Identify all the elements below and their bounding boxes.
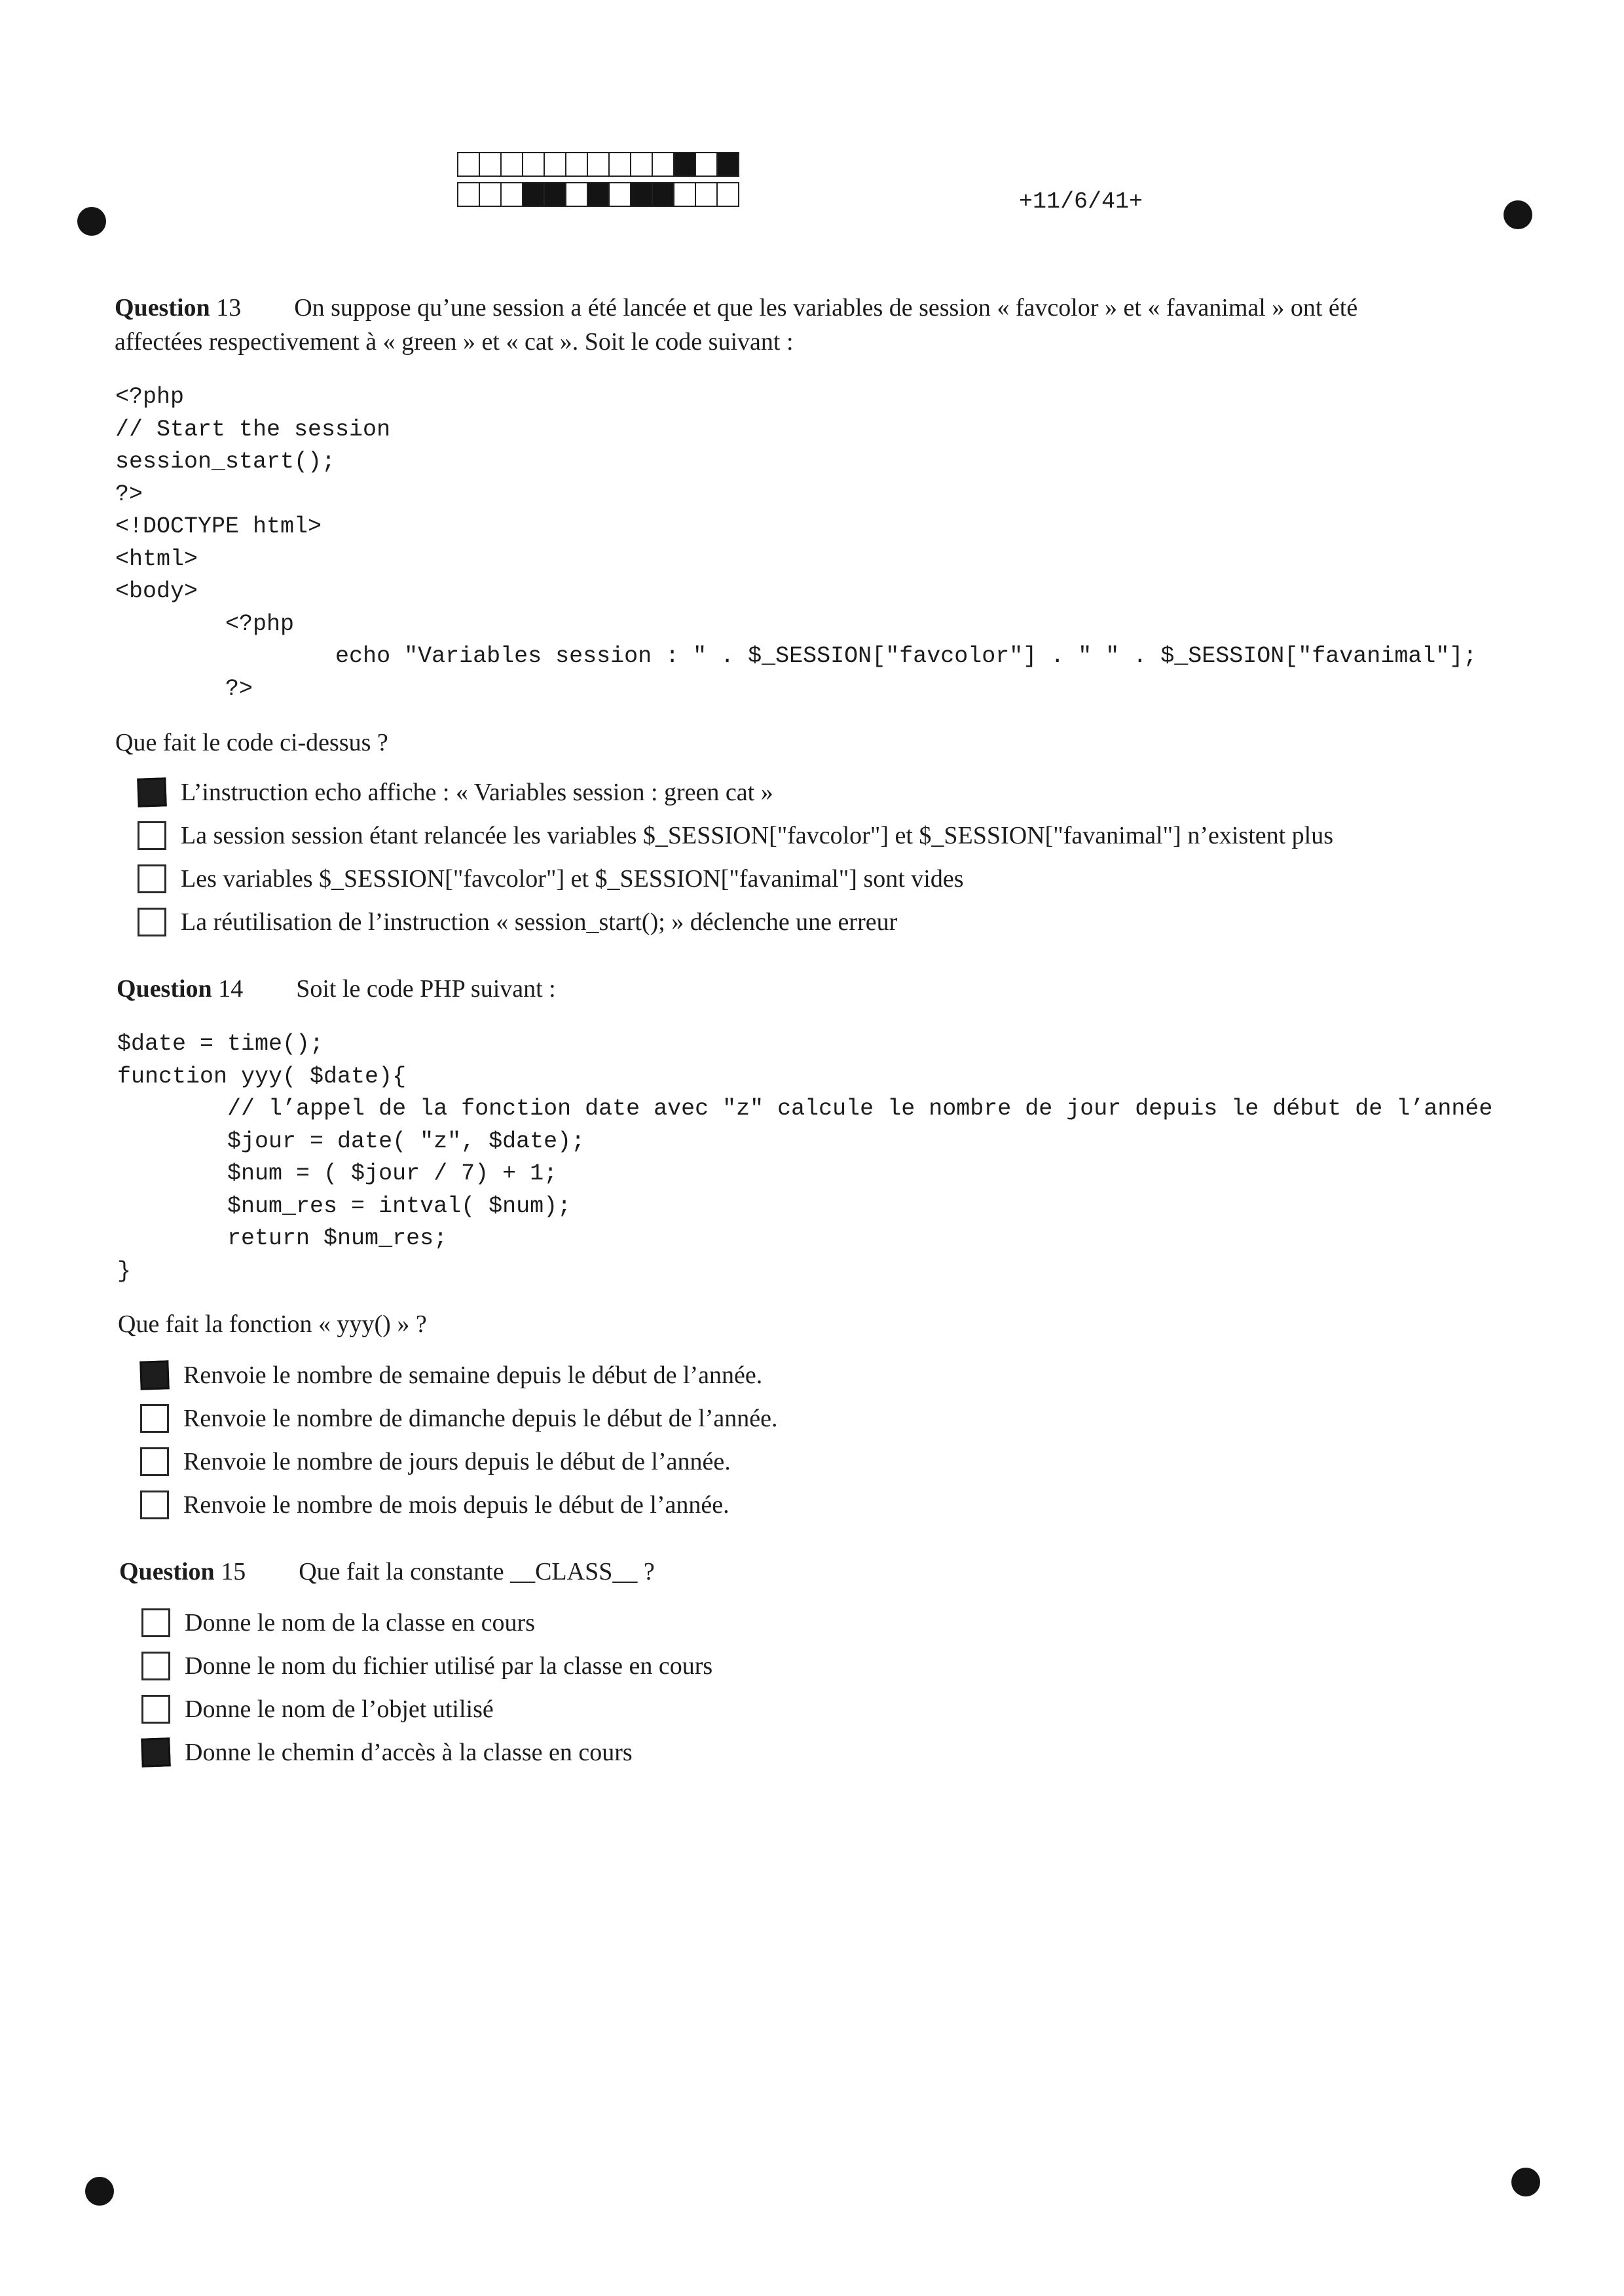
checkbox[interactable]	[138, 908, 166, 936]
question-13-option-1[interactable]	[138, 778, 773, 807]
option-label: Donne le nom de l’objet utilisé	[185, 1695, 494, 1723]
question-15-option-1[interactable]	[141, 1608, 535, 1637]
question-13-prompt: Que fait le code ci-dessus ?	[115, 729, 388, 756]
barcode-cell-filled	[544, 182, 566, 207]
option-label: Les variables $_SESSION["favcolor"] et $_SESSION["favanimal"] sont vides	[181, 865, 964, 893]
barcode-cell-filled	[652, 182, 674, 207]
page-barcode	[457, 152, 738, 212]
checkbox-checked[interactable]	[141, 1737, 171, 1768]
question-label: Question 15	[119, 1558, 246, 1585]
checkbox[interactable]	[140, 1491, 169, 1519]
barcode-row	[457, 152, 738, 177]
checkbox[interactable]	[141, 1608, 170, 1637]
barcode-cell	[608, 182, 631, 207]
barcode-row	[457, 182, 738, 207]
corner-marker-top-left	[77, 207, 106, 236]
barcode-cell	[716, 182, 739, 207]
question-label: Question 14	[117, 975, 244, 1003]
barcode-cell	[457, 182, 480, 207]
question-13-text-cont: affectées respectivement à « green » et « cat ». Soit le code suivant :	[115, 328, 794, 356]
barcode-cell	[565, 152, 588, 177]
corner-marker-bottom-left	[85, 2177, 114, 2206]
question-14-text: Soit le code PHP suivant :	[296, 975, 556, 1003]
barcode-cell-filled	[522, 182, 545, 207]
checkbox[interactable]	[141, 1695, 170, 1724]
barcode-cell	[652, 152, 674, 177]
checkbox[interactable]	[138, 821, 166, 850]
barcode-cell	[630, 152, 653, 177]
option-label: Renvoie le nombre de dimanche depuis le début de l’année.	[183, 1405, 778, 1432]
checkbox-checked[interactable]	[137, 777, 167, 807]
barcode-cell	[695, 182, 718, 207]
question-14-option-1[interactable]	[140, 1361, 762, 1390]
checkbox[interactable]	[140, 1404, 169, 1433]
barcode-cell	[457, 152, 480, 177]
option-label: Renvoie le nombre de semaine depuis le début de l’année.	[183, 1361, 763, 1389]
checkbox[interactable]	[141, 1652, 170, 1680]
question-15-option-3[interactable]	[141, 1695, 494, 1724]
question-14-option-4[interactable]	[140, 1491, 729, 1519]
option-label: Renvoie le nombre de jours depuis le début de l’année.	[183, 1448, 731, 1475]
option-label: L’instruction echo affiche : « Variables session : green cat »	[181, 779, 773, 806]
page-id: +11/6/41+	[1019, 189, 1143, 215]
option-label: Renvoie le nombre de mois depuis le début de l’année.	[183, 1491, 729, 1519]
question-label: Question 13	[115, 294, 242, 322]
barcode-cell	[673, 182, 696, 207]
barcode-cell	[479, 152, 502, 177]
question-14-option-3[interactable]	[140, 1447, 731, 1476]
question-13-option-3[interactable]	[138, 864, 964, 893]
barcode-cell	[608, 152, 631, 177]
question-14-prompt: Que fait la fonction « yyy() » ?	[118, 1310, 427, 1338]
barcode-cell	[479, 182, 502, 207]
question-15-option-4[interactable]	[141, 1738, 633, 1767]
barcode-cell-filled	[630, 182, 653, 207]
question-13-code: <?php // Start the session session_start(); ?> <!DOCTYPE html> <html> <body> <?php echo "Variables session : " . $_SESSION["favcolor"] . " " . $_SESSION["favanimal"]; ?>	[115, 384, 1477, 702]
question-15-text: Que fait la constante __CLASS__ ?	[299, 1558, 655, 1585]
option-label: Donne le nom du fichier utilisé par la classe en cours	[185, 1652, 713, 1680]
option-label: Donne le nom de la classe en cours	[185, 1609, 535, 1637]
question-14-option-2[interactable]	[140, 1404, 777, 1433]
question-14-code: $date = time(); function yyy( $date){ // l’appel de la fonction date avec "z" calcule le nombre de jour depuis le début de l’année $jour = date( "z", $date); $num = ( $jour / 7) + 1; $num_res = intval( $num); return $num_res; }	[117, 1031, 1493, 1284]
barcode-cell-filled	[716, 152, 739, 177]
corner-marker-bottom-right	[1511, 2168, 1540, 2196]
question-15-option-2[interactable]	[141, 1652, 712, 1680]
checkbox[interactable]	[140, 1447, 169, 1476]
question-13-option-4[interactable]	[138, 908, 897, 936]
checkbox[interactable]	[138, 864, 166, 893]
barcode-cell	[500, 182, 523, 207]
question-15-header	[119, 1557, 655, 1586]
barcode-cell	[587, 152, 610, 177]
option-label: La session session étant relancée les variables $_SESSION["favcolor"] et $_SESSION["favanimal"] n’existent plus	[181, 822, 1334, 849]
question-13-header	[115, 293, 1357, 322]
barcode-cell-filled	[673, 152, 696, 177]
option-label: Donne le chemin d’accès à la classe en cours	[185, 1739, 633, 1766]
barcode-cell-filled	[587, 182, 610, 207]
barcode-cell	[522, 152, 545, 177]
corner-marker-top-right	[1504, 200, 1532, 229]
barcode-cell	[565, 182, 588, 207]
checkbox-checked[interactable]	[139, 1360, 170, 1390]
question-13-text: On suppose qu’une session a été lancée et que les variables de session « favcolor » et « favanimal » ont été	[294, 294, 1358, 322]
question-13-option-2[interactable]	[138, 821, 1333, 850]
barcode-cell	[500, 152, 523, 177]
option-label: La réutilisation de l’instruction « session_start(); » déclenche une erreur	[181, 908, 898, 936]
question-14-header	[117, 974, 556, 1003]
barcode-cell	[695, 152, 718, 177]
barcode-cell	[544, 152, 566, 177]
